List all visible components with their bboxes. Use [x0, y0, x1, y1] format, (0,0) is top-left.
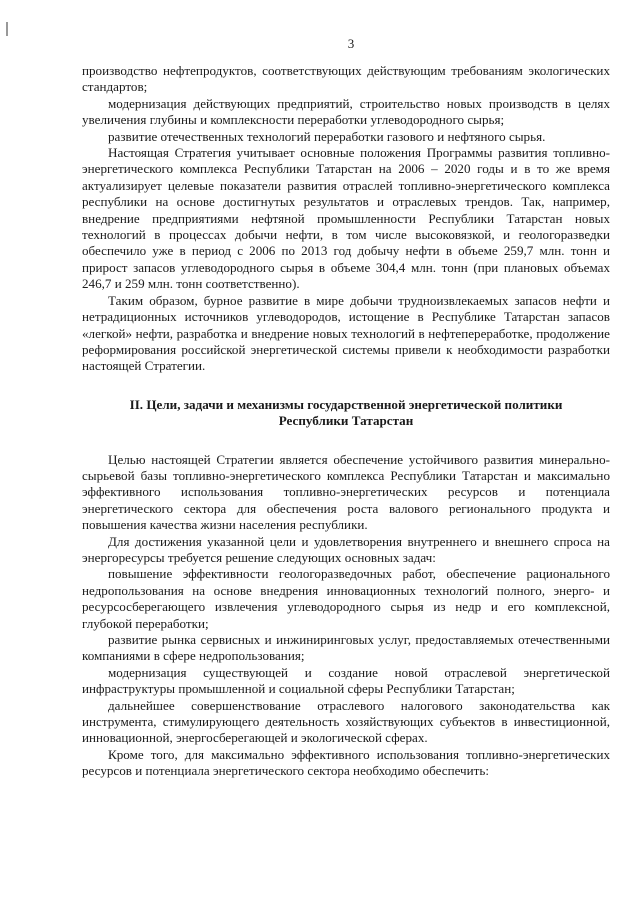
paragraph-task-1: повышение эффективности геологоразведочных работ, обеспечение рационального недропользования на основе внедрения инновационных технологий полного, энерго- и ресурсосберегающего извлечения углеводородного сырья из недр и его комплексной, глубокой переработки; — [82, 566, 610, 631]
paragraph-task-4: дальнейшее совершенствование отраслевого налогового законодательства как инструмента, стимулирующего деятельность хозяйствующих субъектов в инвестиционной, инновационной, энергосберегающей и экологической сферах. — [82, 697, 610, 746]
paragraph-tasks-intro: Для достижения указанной цели и удовлетворения внутреннего и внешнего спроса на энергоресурсы требуется решение следующих основных задач: — [82, 533, 610, 565]
paragraph-goal: Целью настоящей Стратегии является обеспечение устойчивого развития минерально-сырьевой базы топливно-энергетического комплекса Республики Татарстан и максимально эффективного использования топливно-энергетических ресурсов и потенциала энергетического сектора для обеспечения роста валового регионального продукта и повышения качества жизни населения республики. — [82, 451, 610, 533]
paragraph-top-4: Настоящая Стратегия учитывает основные положения Программы развития топливно-энергетического комплекса Республики Татарстан на 2006 – 2020 годы и в то же время актуализирует целевые показатели развития отраслей топливно-энергетического комплекса республики на основе достигнутых результатов и отраслевых трендов. Так, например, внедрение предприятиями нефтяной промышленности Республики Татарстан новых технологий в процессах добычи нефти, в том числе высоковязкой, и геологоразведки обеспечило уже в период с 2006 по 2013 год добычу нефти в объеме 259,7 млн. тонн и прирост запасов углеводородного сырья в объеме 304,4 млн. тонн (при плановых объемах 246,7 и 259 млн. тонн соответственно). — [82, 145, 610, 292]
section-heading-line-2: Республики Татарстан — [278, 413, 414, 429]
paragraph-additionally: Кроме того, для максимально эффективного использования топливно-энергетических ресурсов и потенциала энергетического сектора необходимо обеспечить: — [82, 746, 610, 779]
document-body — [82, 63, 610, 780]
page-number: 3 — [347, 36, 355, 51]
spacer — [82, 430, 610, 452]
paragraph-top-3: развитие отечественных технологий переработки газового и нефтяного сырья. — [108, 128, 546, 144]
paragraph-task-3: модернизация существующей и создание новой отраслевой энергетической инфраструктуры промышленной и социальной сферы Республики Татарстан; — [82, 664, 610, 697]
paragraph-top-2: модернизация действующих предприятий, строительство новых производств в целях увеличения глубины и комплексности переработки углеводородного сырья; — [82, 95, 610, 128]
paragraph-top-5: Таким образом, бурное развитие в мире добычи трудноизвлекаемых запасов нефти и нетрадиционных источников углеводородов, истощение в Республике Татарстан запасов «легкой» нефти, разработка и внедрение новых технологий в нефтепереработке, продолжение реформирования российской энергетической системы привели к необходимости разработки настоящей Стратегии. — [82, 292, 610, 374]
spacer — [82, 375, 610, 397]
paragraph-task-2: развитие рынка сервисных и инжиниринговых услуг, предоставляемых отечественными компаниями в сфере недропользования; — [82, 632, 610, 664]
paragraph-top-1: производство нефтепродуктов, соответствующих действующим требованиям экологических стандартов; — [82, 63, 610, 95]
section-heading-line-1: II. Цели, задачи и механизмы государственной энергетической политики — [129, 396, 563, 412]
section-heading — [82, 397, 610, 430]
scan-edge-mark — [6, 22, 8, 36]
